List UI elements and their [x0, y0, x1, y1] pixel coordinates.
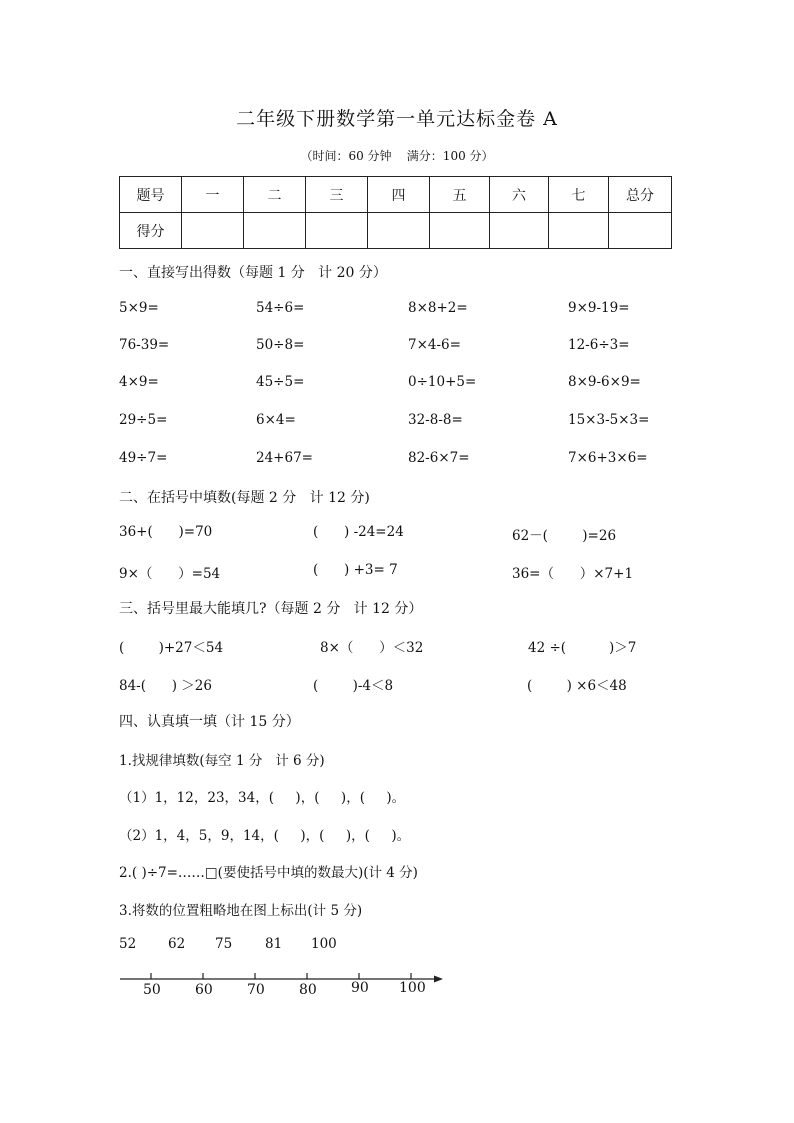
problem: 12-6÷3=	[568, 337, 630, 353]
score-cell: 二	[244, 177, 306, 213]
section1-heading: 一、直接写出得数（每题 1 分 计 20 分）	[119, 265, 387, 281]
score-input-cell[interactable]	[549, 213, 609, 249]
score-input-cell[interactable]	[609, 213, 672, 249]
section3-heading: 三、括号里最大能填几?（每题 2 分 计 12 分）	[119, 601, 423, 617]
problem: 7×6+3×6=	[568, 450, 648, 466]
score-input-cell[interactable]	[244, 213, 306, 249]
problem: ( ) ×6＜48	[527, 678, 627, 694]
question-heading: 3.将数的位置粗略地在图上标出(计 5 分)	[119, 903, 363, 919]
score-cell: 三	[306, 177, 368, 213]
problem: 45÷5=	[256, 374, 305, 390]
section2-heading: 二、在括号中填数(每题 2 分 计 12 分)	[119, 490, 370, 506]
number-to-mark: 62	[168, 936, 186, 952]
problem: 84-( ) ＞26	[119, 678, 212, 694]
score-input-cell[interactable]	[306, 213, 368, 249]
problem: 6×4=	[256, 412, 296, 428]
exam-info: （时间：60 分钟 满分：100 分）	[300, 149, 494, 163]
problem: 15×3-5×3=	[568, 412, 650, 428]
sequence-problem: （1）1，12，23，34，( )，( )，( )。	[119, 790, 406, 806]
problem: 54÷6=	[256, 300, 305, 316]
problem: 7×4-6=	[408, 337, 461, 353]
problem: 36+( )=70	[119, 524, 213, 540]
tick-label: 50	[143, 982, 161, 998]
score-cell: 五	[430, 177, 490, 213]
problem: 8×9-6×9=	[568, 374, 641, 390]
problem: 24+67=	[256, 450, 313, 466]
score-table-score-row	[120, 213, 672, 249]
number-to-mark: 52	[119, 936, 137, 952]
problem: 4×9=	[119, 374, 159, 390]
problem: 32-8-8=	[408, 412, 463, 428]
problem: 62－( )=26	[512, 528, 617, 544]
score-cell: 得分	[120, 213, 182, 249]
score-cell: 一	[182, 177, 244, 213]
problem: ( )+27＜54	[119, 640, 224, 656]
score-cell: 题号	[120, 177, 182, 213]
score-input-cell[interactable]	[368, 213, 430, 249]
tick-label: 80	[299, 982, 317, 998]
tick-label: 90	[351, 980, 369, 996]
number-to-mark: 75	[215, 936, 233, 952]
score-input-cell[interactable]	[490, 213, 549, 249]
problem: 29÷5=	[119, 412, 168, 428]
question: 2.( )÷7=……□(要使括号中填的数最大)(计 4 分)	[119, 865, 418, 881]
problem: 9×（ ）=54	[119, 566, 221, 582]
score-table	[119, 176, 672, 249]
problem: 49÷7=	[119, 450, 168, 466]
score-input-cell[interactable]	[182, 213, 244, 249]
tick-label: 70	[247, 982, 265, 998]
score-table-header-row	[120, 177, 672, 213]
number-to-mark: 81	[265, 936, 283, 952]
problem: 36=（ ）×7+1	[512, 566, 634, 582]
problem: 0÷10+5=	[408, 374, 477, 390]
problem: 82-6×7=	[408, 450, 470, 466]
problem: 76-39=	[119, 337, 170, 353]
tick-label: 60	[195, 982, 213, 998]
score-input-cell[interactable]	[430, 213, 490, 249]
section4-heading: 四、认真填一填（计 15 分）	[119, 714, 300, 730]
problem: 5×9=	[119, 300, 159, 316]
problem: 8×（ ）＜32	[320, 640, 424, 656]
problem: 50÷8=	[256, 337, 305, 353]
score-cell: 四	[368, 177, 430, 213]
question-heading: 1.找规律填数(每空 1 分 计 6 分)	[119, 753, 325, 769]
tick-label: 100	[399, 980, 426, 996]
sequence-problem: （2）1，4，5，9，14，( )，( )，( )。	[119, 828, 411, 844]
score-cell: 六	[490, 177, 549, 213]
problem: ( ) +3= 7	[313, 562, 398, 578]
problem: ( ) -24=24	[313, 524, 404, 540]
number-to-mark: 100	[311, 936, 337, 952]
score-cell: 七	[549, 177, 609, 213]
problem: 42 ÷( )＞7	[528, 640, 637, 656]
page-title: 二年级下册数学第一单元达标金卷 A	[236, 108, 558, 130]
problem: ( )-4＜8	[313, 678, 394, 694]
score-cell: 总分	[609, 177, 672, 213]
problem: 8×8+2=	[408, 300, 468, 316]
arrow-head-icon	[434, 976, 443, 983]
problem: 9×9-19=	[568, 300, 630, 316]
